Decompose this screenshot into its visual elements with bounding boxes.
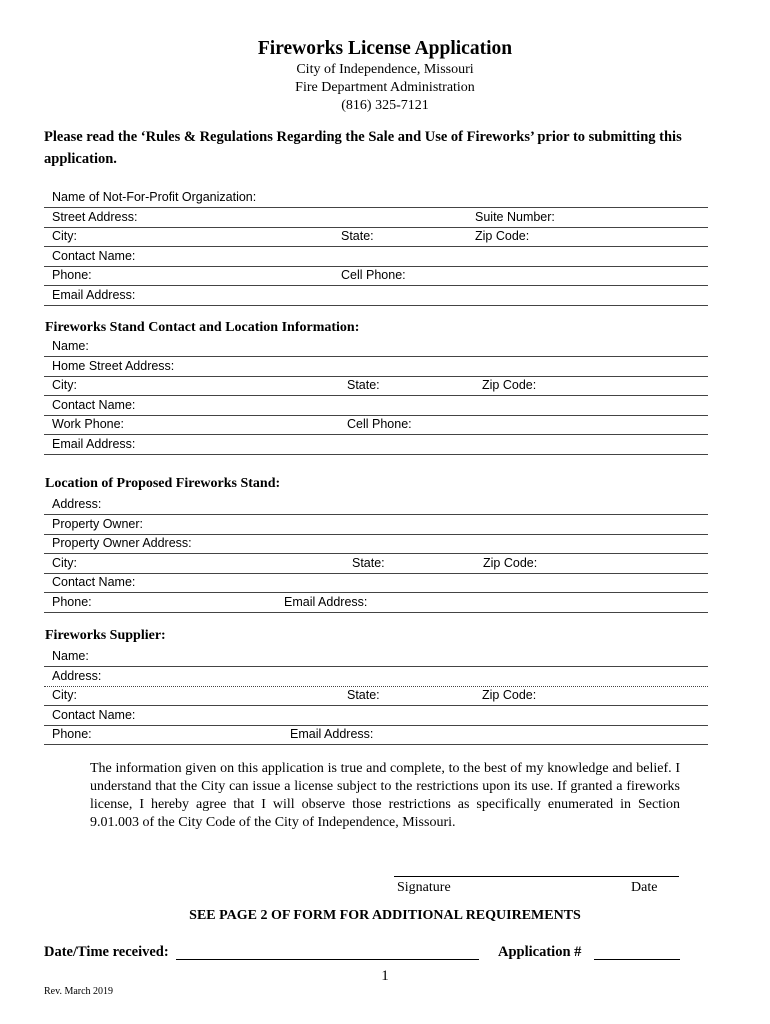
supplier-zip-label: Zip Code:: [482, 688, 537, 702]
date-label: Date: [631, 880, 658, 895]
supplier-city-label: City:: [52, 688, 77, 702]
location-owner-address-row[interactable]: [44, 534, 708, 554]
location-email-label: Email Address:: [284, 595, 368, 609]
see-page-2-notice: SEE PAGE 2 OF FORM FOR ADDITIONAL REQUIREMENTS: [189, 908, 581, 923]
org-name-label: Name of Not-For-Profit Organization:: [52, 190, 257, 204]
stand-work-phone-row[interactable]: [44, 415, 708, 435]
stand-work-phone-label: Work Phone:: [52, 417, 125, 431]
org-city-row[interactable]: [44, 227, 708, 247]
location-phone-row[interactable]: [44, 593, 708, 613]
stand-contact-label: Contact Name:: [52, 398, 136, 412]
date-received-label: Date/Time received:: [44, 944, 169, 960]
application-number-blank[interactable]: [594, 959, 680, 960]
supplier-address-label: Address:: [52, 669, 102, 683]
location-owner-address-label: Property Owner Address:: [52, 536, 192, 550]
org-zip-label: Zip Code:: [475, 229, 530, 243]
org-street-label: Street Address:: [52, 210, 138, 224]
supplier-city-row[interactable]: [44, 686, 708, 706]
location-heading: Location of Proposed Fireworks Stand:: [45, 476, 281, 491]
location-owner-row[interactable]: [44, 515, 708, 535]
org-state-label: State:: [341, 229, 374, 243]
supplier-name-label: Name:: [52, 649, 89, 663]
department-phone: (816) 325-7121: [341, 98, 429, 113]
location-contact-row[interactable]: [44, 573, 708, 593]
location-city-label: City:: [52, 556, 77, 570]
stand-name-label: Name:: [52, 339, 89, 353]
location-state-label: State:: [352, 556, 385, 570]
signature-line[interactable]: [394, 876, 679, 877]
supplier-phone-label: Phone:: [52, 727, 92, 741]
stand-cell-label: Cell Phone:: [347, 417, 412, 431]
stand-zip-label: Zip Code:: [482, 378, 537, 392]
org-phone-label: Phone:: [52, 268, 92, 282]
org-contact-row[interactable]: [44, 247, 708, 267]
org-suite-label: Suite Number:: [475, 210, 555, 224]
org-street-row[interactable]: [44, 208, 708, 228]
supplier-state-label: State:: [347, 688, 380, 702]
org-city-label: City:: [52, 229, 77, 243]
org-cell-label: Cell Phone:: [341, 268, 406, 282]
intro-instructions: Please read the ‘Rules & Regulations Regarding the Sale and Use of Fireworks’ prior to submitting this application.: [44, 129, 682, 167]
stand-name-row[interactable]: [44, 337, 708, 357]
stand-city-row[interactable]: [44, 376, 708, 396]
location-zip-label: Zip Code:: [483, 556, 538, 570]
revision-date: Rev. March 2019: [44, 986, 114, 997]
page-title: Fireworks License Application: [257, 38, 513, 59]
supplier-address-row[interactable]: [44, 667, 708, 687]
supplier-phone-row[interactable]: [44, 725, 708, 745]
stand-home-street-label: Home Street Address:: [52, 359, 175, 373]
stand-city-label: City:: [52, 378, 77, 392]
supplier-contact-label: Contact Name:: [52, 708, 136, 722]
org-email-row[interactable]: [44, 286, 708, 306]
org-email-label: Email Address:: [52, 288, 136, 302]
location-owner-label: Property Owner:: [52, 517, 144, 531]
stand-home-street-row[interactable]: [44, 357, 708, 377]
page-number: 1: [381, 968, 389, 984]
certification-statement: The information given on this application is true and complete, to the best of my knowledge and belief. I understand that the City can issue a license subject to the restrictions upon its use. If granted a fireworks license, I hereby agree that I will observe those restrictions as specifically enumerated in Section 9.01.003 of the City Code of the City of Independence, Missouri.: [90, 761, 680, 830]
stand-email-label: Email Address:: [52, 437, 136, 451]
supplier-contact-row[interactable]: [44, 706, 708, 726]
location-address-row[interactable]: [44, 495, 708, 515]
stand-email-row[interactable]: [44, 435, 708, 455]
city-line: City of Independence, Missouri: [296, 62, 474, 77]
signature-label: Signature: [397, 880, 451, 895]
location-contact-label: Contact Name:: [52, 575, 136, 589]
location-city-row[interactable]: [44, 554, 708, 574]
supplier-name-row[interactable]: [44, 647, 708, 667]
stand-contact-row[interactable]: [44, 396, 708, 416]
org-phone-row[interactable]: [44, 266, 708, 286]
date-received-blank[interactable]: [176, 959, 479, 960]
stand-contact-heading: Fireworks Stand Contact and Location Information:: [45, 320, 360, 335]
org-name-row[interactable]: [44, 188, 708, 208]
department-line: Fire Department Administration: [295, 80, 475, 95]
org-contact-label: Contact Name:: [52, 249, 136, 263]
application-number-label: Application #: [498, 944, 582, 960]
location-phone-label: Phone:: [52, 595, 92, 609]
stand-state-label: State:: [347, 378, 380, 392]
supplier-email-label: Email Address:: [290, 727, 374, 741]
supplier-heading: Fireworks Supplier:: [45, 628, 166, 643]
location-address-label: Address:: [52, 497, 102, 511]
